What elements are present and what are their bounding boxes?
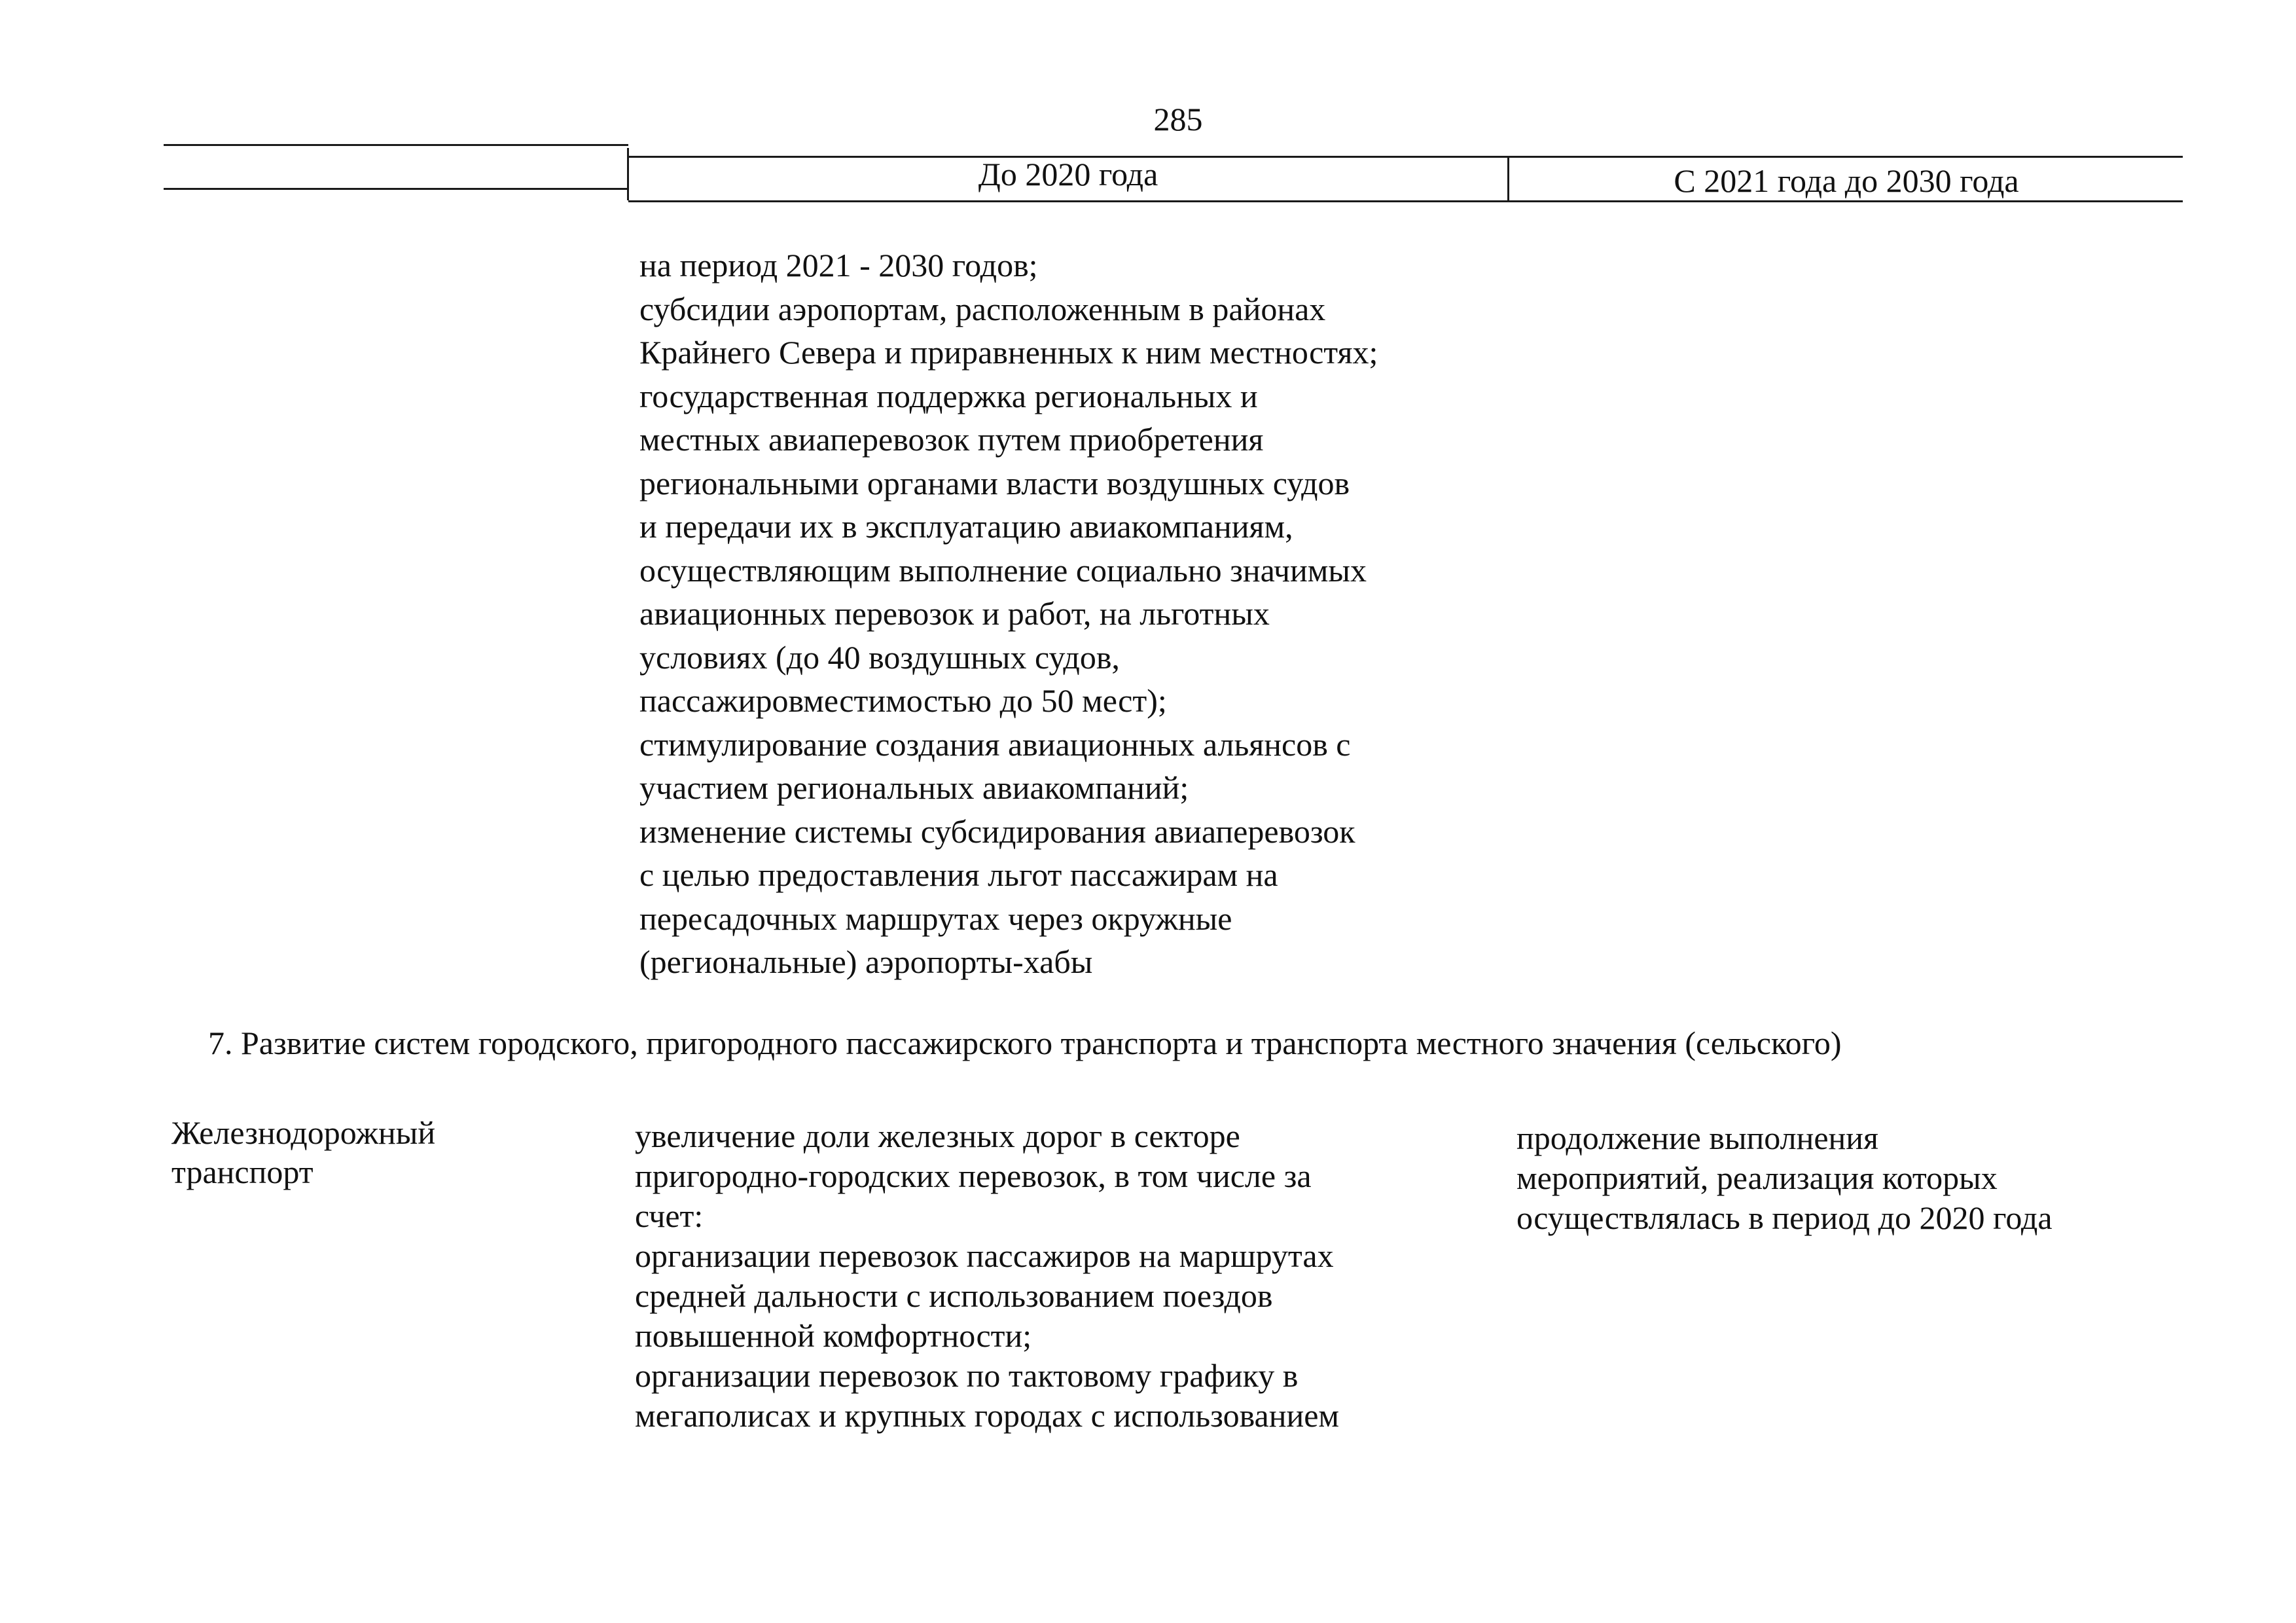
header-bottom-rule-right: [628, 200, 2183, 202]
header-bottom-rule-left: [164, 188, 628, 190]
section-7-title: 7. Развитие систем городского, пригородного пассажирского транспорта и транспорта местного значения (сельского): [208, 1025, 1842, 1061]
row-railway-2021-2030: продолжение выполнения мероприятий, реализация которых осуществлялась в период до 2020 года: [1516, 1120, 2053, 1236]
header-top-rule-left: [164, 144, 628, 146]
column-header-until-2020: До 2020 года: [978, 156, 1158, 192]
row-label-railway: Железнодорожный транспорт: [171, 1114, 436, 1190]
header-divider-1: [627, 148, 629, 200]
column-header-2021-2030: С 2021 года до 2030 года: [1674, 162, 2019, 199]
page-number: 285: [1153, 101, 1203, 137]
row-railway-until-2020: увеличение доли железных дорог в секторе пригородно-городских перевозок, в том числе за счет: организации перевозок пассажиров на маршрутах средней дальности с использованием поездов повышенной комфортности; организации перевозок по тактовому графику в мегаполисах и крупных городах с использованием: [635, 1118, 1340, 1434]
continued-measures-text: на период 2021 - 2030 годов; субсидии аэропортам, расположенным в районах Крайнего Севера и приравненных к ним местностях; государственная поддержка региональных и местных авиаперевозок путем приобретения региональными органами власти воздушных судов и передачи их в эксплуатацию авиакомпаниям, осуществляющим выполнение социально значимых авиационных перевозок и работ, на льготных условиях (до 40 воздушных судов, пассажировместимостью до 50 мест); стимулирование создания авиационных альянсов с участием региональных авиакомпаний; изменение системы субсидирования авиаперевозок с целью предоставления льгот пассажирам на пересадочных маршрутах через окружные (региональные) аэропорты-хабы: [639, 247, 1378, 980]
